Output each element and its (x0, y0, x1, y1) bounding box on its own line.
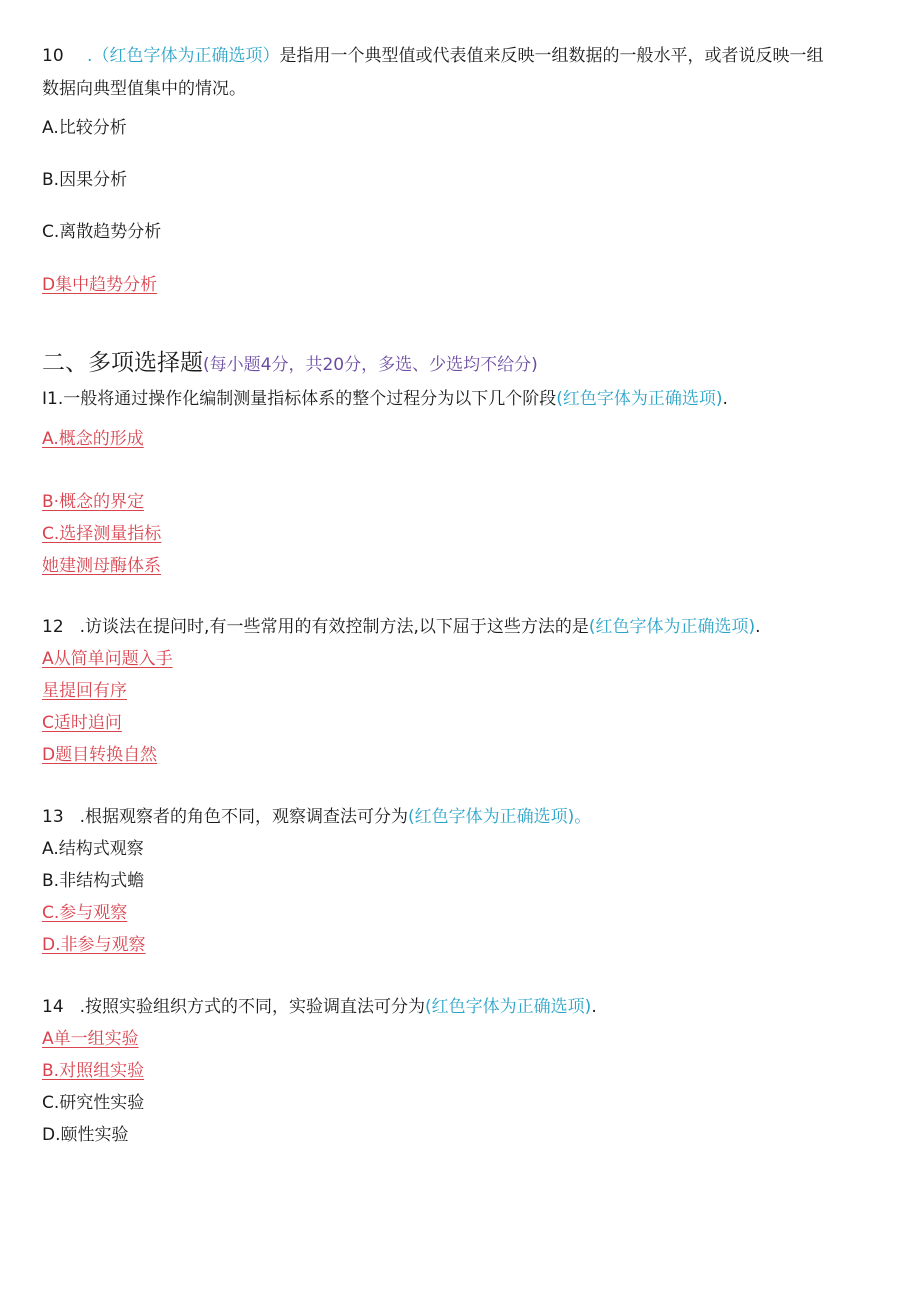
q14-answer-a: A单一组实验 (42, 1029, 139, 1049)
q10-stem-line1 (42, 44, 823, 68)
q13-number: 13 (42, 807, 64, 827)
q11-answer-b: B·概念的界定 (42, 492, 145, 512)
q11-stem (42, 387, 728, 411)
q14-option-d: D.颐性实验 (42, 1125, 129, 1145)
q11-answer-d: 她建测母酶体系 (42, 556, 161, 576)
q14-answer-b: B.对照组实验 (42, 1061, 145, 1081)
section2-title: 二、多项选择题 (42, 350, 203, 376)
q14-stem-text: .按照实验组织方式的不同，实验调直法可分为 (79, 997, 426, 1017)
section2-header (42, 348, 538, 378)
q13-option-a: A.结构式观察 (42, 839, 144, 859)
q11-hint: (红色字体为正确选项) (556, 389, 723, 409)
q12-stem-text: .访谈法在提问时,有一些常用的有效控制方法,以下屈于这些方法的是 (79, 617, 589, 637)
q13-hint: (红色字体为正确选项)。 (408, 807, 592, 827)
q10-option-c: C.离散趋势分析 (42, 222, 162, 242)
q10-option-a: A.比较分析 (42, 118, 127, 138)
q13-option-b: B.非结构式蟾 (42, 871, 145, 891)
q14-option-c: C.研究性实验 (42, 1093, 145, 1113)
q13-answer-d: D.非参与观察 (42, 935, 146, 955)
q14-number: 14 (42, 997, 64, 1017)
q10-number: 10 (42, 46, 64, 66)
q14-hint: (红色字体为正确选项) (425, 997, 592, 1017)
q13-stem-text: .根据观察者的角色不同，观察调查法可分为 (79, 807, 409, 827)
q11-answer-a: A.概念的形成 (42, 429, 144, 449)
q12-answer-b: 星提回有序 (42, 681, 127, 701)
q12-hint: (红色字体为正确选项) (588, 617, 756, 637)
q13-answer-c: C.参与观察 (42, 903, 128, 923)
q11-stem-text: I1.一般将通过操作化编制测量指标体系的整个过程分为以下几个阶段 (42, 389, 557, 409)
q12-stem (42, 615, 761, 639)
q12-number: 12 (42, 617, 64, 637)
q13-stem (42, 805, 591, 829)
q11-answer-c: C.选择测量指标 (42, 524, 162, 544)
q10-stem-text1: 是指用一个典型值或代表值来反映一组数据的一般水平，或者说反映一组 (279, 46, 824, 66)
q14-stem (42, 995, 597, 1019)
section2-note: (每小题4分，共20分，多选、少选均不给分) (203, 355, 538, 375)
q10-hint: .（红色字体为正确选项） (87, 46, 280, 66)
q10-option-b: B.因果分析 (42, 170, 128, 190)
q12-answer-c: C适时追问 (42, 713, 122, 733)
q10-correct-answer: D集中趋势分析 (42, 275, 158, 295)
q12-answer-d: D题目转换自然 (42, 745, 158, 765)
q12-tail: . (755, 617, 761, 637)
q12-answer-a: A从简单问题入手 (42, 649, 173, 669)
q14-tail: . (591, 997, 597, 1017)
q11-tail: . (722, 389, 728, 409)
q10-stem-line2: 数据向典型值集中的情况。 (42, 79, 246, 99)
